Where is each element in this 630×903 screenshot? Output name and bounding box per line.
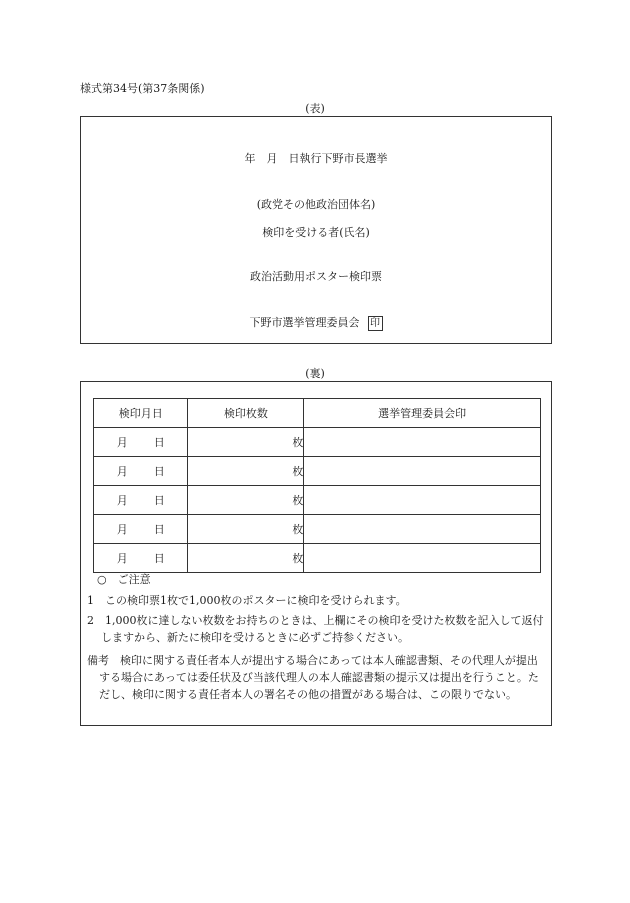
date-cell[interactable] (94, 457, 188, 486)
note-2: 2 1,000枚に達しない枚数をお持ちのときは、上欄にその検印を受けた枚数を記入して返付しますから、新たに検印を受けるときに必ずご持参ください。 (87, 614, 544, 644)
issuer-name: 下野市選挙管理委員会 (249, 316, 360, 329)
day-unit: 日 (153, 436, 165, 449)
month-unit: 月 (116, 494, 128, 507)
day-unit: 日 (153, 465, 165, 478)
month-unit: 月 (116, 436, 128, 449)
table-row (94, 544, 541, 573)
table-row (94, 428, 541, 457)
count-cell[interactable]: 枚 (188, 544, 304, 573)
form-number: 様式第34号(第37条関係) (80, 82, 205, 95)
front-panel (80, 116, 552, 344)
count-cell[interactable]: 枚 (188, 428, 304, 457)
notes-title: ○ ご注意 (97, 573, 151, 586)
date-cell[interactable] (94, 486, 188, 515)
stamp-record-table (93, 398, 541, 573)
month-unit: 月 (116, 523, 128, 536)
month-unit: 月 (116, 465, 128, 478)
note-1: 1 この検印票1枚で1,000枚のポスターに検印を受けられます。 (87, 594, 407, 607)
day-unit: 日 (153, 552, 165, 565)
count-cell[interactable]: 枚 (188, 515, 304, 544)
date-cell[interactable] (94, 428, 188, 457)
front-label: (表) (305, 102, 325, 115)
day-unit: 日 (153, 494, 165, 507)
month-unit: 月 (116, 552, 128, 565)
table-row (94, 486, 541, 515)
header-committee-seal: 選挙管理委員会印 (304, 399, 541, 428)
seal-cell[interactable] (304, 515, 541, 544)
ticket-title: 政治活動用ポスター検印票 (250, 270, 382, 283)
header-stamp-date: 検印月日 (94, 399, 188, 428)
count-cell[interactable]: 枚 (188, 486, 304, 515)
back-panel (80, 381, 552, 726)
party-name-label: (政党その他政治団体名) (256, 198, 376, 211)
seal-cell[interactable] (304, 544, 541, 573)
remarks: 備考 検印に関する責任者本人が提出する場合にあっては本人確認書類、その代理人が提出する場合にあっては委任状及び当該代理人の本人確認書類の提示又は提出を行うこと。ただし、検印に関する責任者本人の署名その他の措置がある場合は、この限りでない。 (87, 654, 539, 701)
date-cell[interactable] (94, 544, 188, 573)
seal-cell[interactable] (304, 428, 541, 457)
count-cell[interactable]: 枚 (188, 457, 304, 486)
header-stamp-count: 検印枚数 (188, 399, 304, 428)
date-cell[interactable] (94, 515, 188, 544)
seal-cell[interactable] (304, 457, 541, 486)
recipient-name-label: 検印を受ける者(氏名) (262, 226, 370, 239)
table-row (94, 515, 541, 544)
seal-cell[interactable] (304, 486, 541, 515)
day-unit: 日 (153, 523, 165, 536)
election-title: 年 月 日執行下野市長選挙 (244, 152, 388, 165)
table-header-row (94, 399, 541, 428)
issuer-line (81, 314, 551, 331)
seal-mark: 印 (368, 316, 383, 331)
back-label: (裏) (305, 367, 325, 380)
table-row (94, 457, 541, 486)
